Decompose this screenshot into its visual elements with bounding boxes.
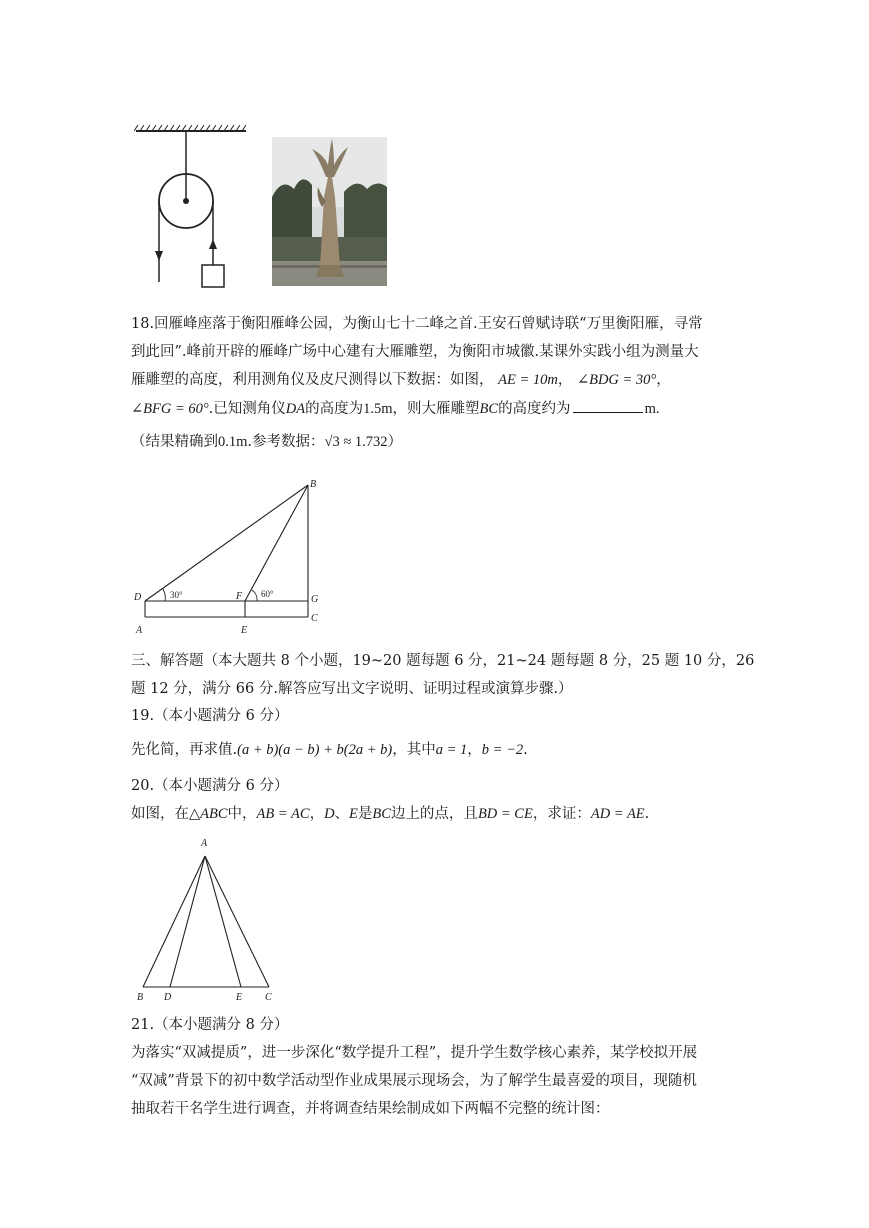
- q21-heading: 21.（本小题满分 8 分）: [131, 1017, 289, 1033]
- label-e: E: [241, 625, 248, 636]
- q18-line-1: 18.回雁峰座落于衡阳雁峰公园，为衡山七十二峰之首.王安石曾赋诗联“万里衡阳雁，寻常: [131, 316, 703, 332]
- label-f: F: [236, 591, 243, 602]
- label-c: C: [265, 992, 272, 1003]
- label-c: C: [311, 613, 318, 624]
- label-b: B: [137, 992, 144, 1003]
- angle-bdg: ∠BDG = 30°: [576, 372, 657, 388]
- q20-body: 如图，在△ABC中，AB = AC，D、E是BC边上的点，且BD = CE，求证：AD = AE.: [131, 806, 650, 822]
- label-e: E: [236, 992, 243, 1003]
- label-a: A: [136, 625, 143, 636]
- angle-label-30: 30°: [170, 590, 183, 600]
- angle-bfg: ∠BFG = 60°: [131, 401, 209, 417]
- q19-heading: 19.（本小题满分 6 分）: [131, 708, 289, 724]
- q18-geometry-figure: [130, 475, 330, 638]
- section3-line-2: 题 12 分，满分 66 分.解答应写出文字说明、证明过程或演算步骤.）: [131, 681, 573, 697]
- q18-line-3: 雁雕塑的高度，利用测角仪及皮尺测得以下数据：如图， AE = 10m， ∠BDG = 30°，: [131, 372, 671, 388]
- q18-line-2: 到此回”.峰前开辟的雁峰广场中心建有大雁雕塑，为衡阳市城徽.某课外实践小组为测量大: [131, 344, 699, 360]
- q19-expression: (a + b)(a − b) + b(2a + b): [237, 742, 393, 758]
- q18-note: （结果精确到0.1m.参考数据：√3 ≈ 1.732）: [131, 434, 403, 450]
- sqrt3-reference: √3 ≈ 1.732: [324, 434, 388, 450]
- q20-triangle-figure: [130, 832, 290, 1008]
- q18-line-4: ∠BFG = 60°.已知测角仪DA的高度为1.5m，则大雁雕塑BC的高度约为 m.: [131, 398, 751, 419]
- section3-line-1: 三、解答题（本大题共 8 个小题，19~20 题每题 6 分，21~24 题每题 8 分，25 题 10 分，26: [131, 653, 755, 669]
- q19-body: 先化简，再求值.(a + b)(a − b) + b(2a + b)，其中a = 1，b = −2.: [131, 742, 528, 758]
- label-d: D: [164, 992, 172, 1003]
- label-g: G: [311, 594, 319, 605]
- q20-heading: 20.（本小题满分 6 分）: [131, 778, 289, 794]
- label-d: D: [134, 592, 142, 603]
- label-a: A: [201, 838, 208, 849]
- answer-blank: [573, 398, 643, 413]
- ae-value: AE = 10m: [498, 372, 558, 388]
- q21-line-1: 为落实“双减提质”，进一步深化“数学提升工程”，提升学生数学核心素养，某学校拟开展: [131, 1045, 698, 1061]
- angle-label-60: 60°: [261, 589, 274, 599]
- sculpture-photo: [272, 137, 387, 286]
- label-b: B: [310, 479, 317, 490]
- q21-line-2: “双减”背景下的初中数学活动型作业成果展示现场会，为了解学生最喜爱的项目，现随机: [131, 1073, 697, 1089]
- q21-line-3: 抽取若干名学生进行调查，并将调查结果绘制成如下两幅不完整的统计图：: [131, 1101, 610, 1117]
- pulley-figure: [134, 125, 254, 290]
